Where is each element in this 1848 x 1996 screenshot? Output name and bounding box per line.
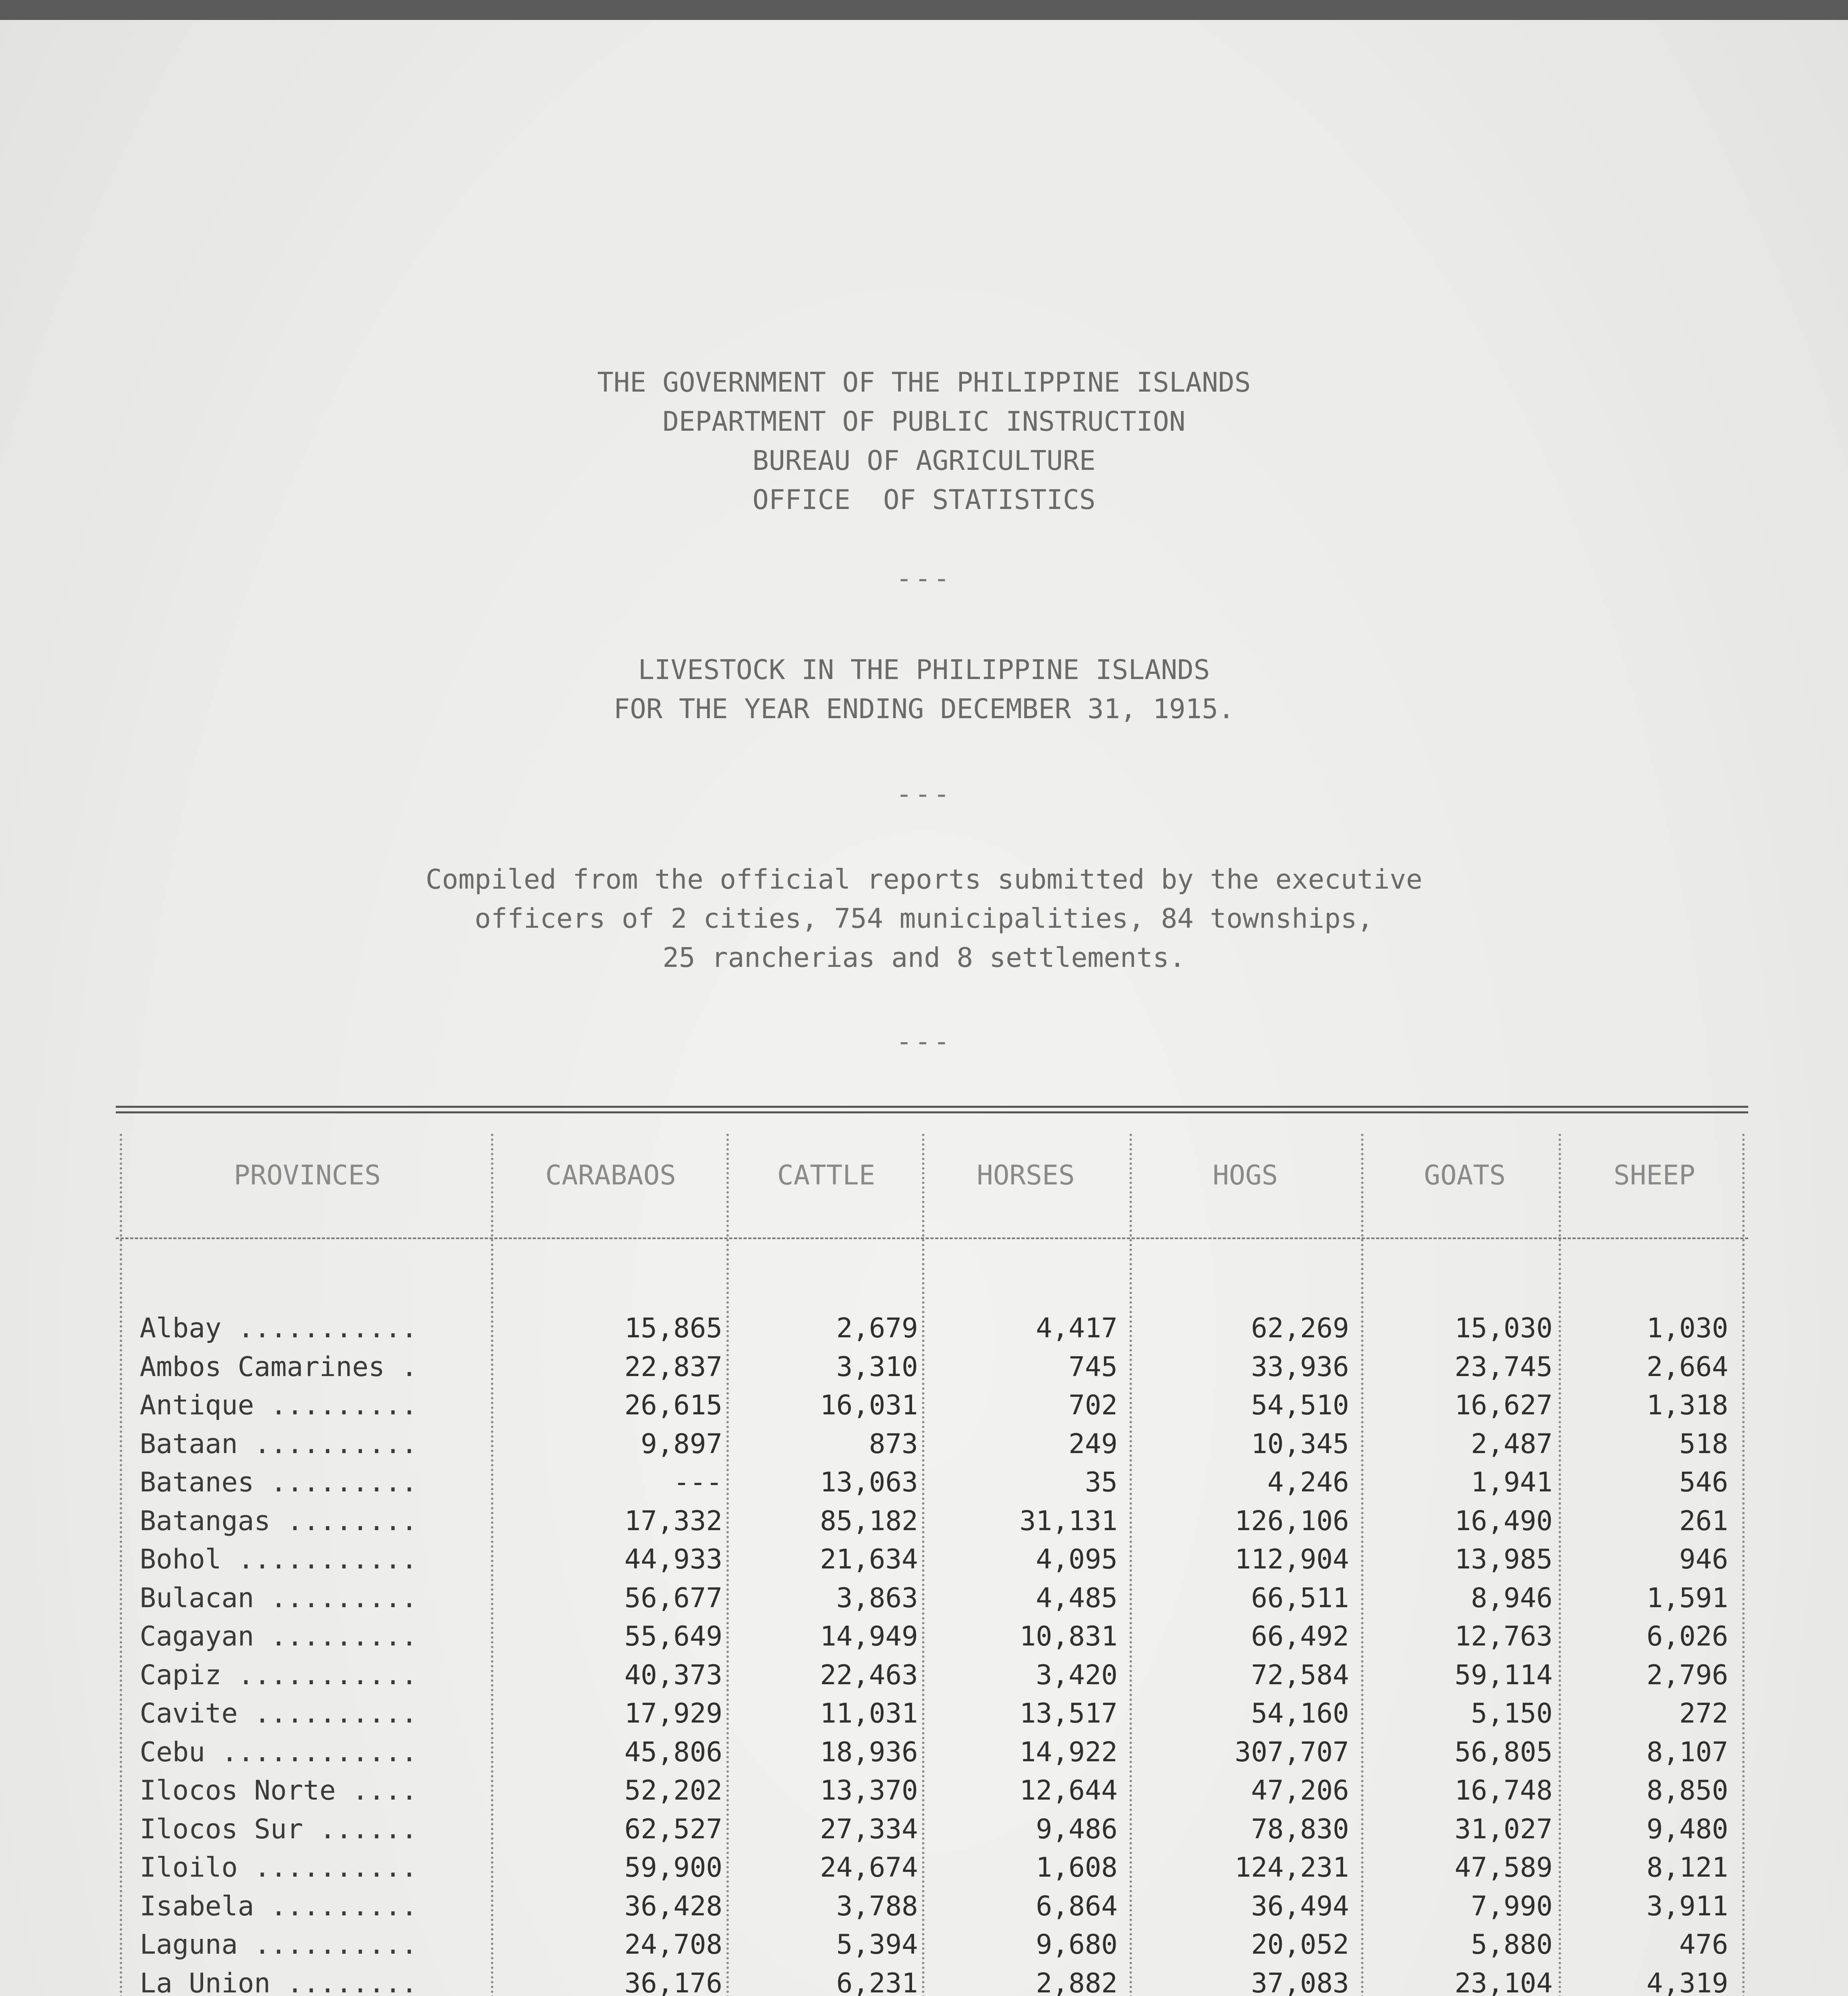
province-name: Iloilo ..........	[140, 1852, 417, 1883]
province-name: Bataan ..........	[140, 1428, 417, 1460]
cell-horses: 4,095	[1036, 1544, 1118, 1575]
cell-sheep: 946	[1679, 1544, 1728, 1575]
cell-sheep: 2,796	[1646, 1659, 1728, 1691]
cell-horses: 31,131	[1019, 1505, 1118, 1537]
cell-hogs: 33,936	[1251, 1351, 1349, 1383]
cell-horses: 702	[1068, 1390, 1118, 1421]
cell-horses: 10,831	[1019, 1621, 1118, 1652]
cell-hogs: 54,510	[1251, 1390, 1349, 1421]
cell-sheep: 1,591	[1646, 1582, 1728, 1614]
cell-sheep: 546	[1679, 1467, 1728, 1498]
province-name: Ambos Camarines .	[140, 1351, 417, 1383]
cell-sheep: 272	[1679, 1698, 1728, 1729]
cell-horses: 249	[1068, 1428, 1118, 1460]
cell-cattle: 27,334	[820, 1814, 918, 1845]
cell-goats: 23,745	[1454, 1351, 1553, 1383]
col-header-goats: GOATS	[1424, 1160, 1506, 1191]
separator-2: ---	[896, 778, 952, 810]
header-underline	[116, 1238, 1748, 1239]
header-department: DEPARTMENT OF PUBLIC INSTRUCTION	[662, 406, 1186, 438]
cell-cattle: 85,182	[820, 1505, 918, 1537]
col-header-provinces: PROVINCES	[233, 1160, 381, 1191]
cell-goats: 16,490	[1454, 1505, 1553, 1537]
table-row	[116, 1579, 1748, 1618]
cell-horses: 14,922	[1019, 1737, 1118, 1768]
province-name: Bulacan .........	[140, 1582, 417, 1614]
cell-cattle: 3,863	[836, 1582, 918, 1614]
cell-carabaos: 45,806	[624, 1737, 722, 1768]
cell-sheep: 6,026	[1646, 1621, 1728, 1652]
cell-horses: 9,486	[1036, 1814, 1118, 1845]
cell-goats: 23,104	[1454, 1968, 1553, 1996]
cell-horses: 9,680	[1036, 1929, 1118, 1960]
cell-carabaos: 36,176	[624, 1968, 722, 1996]
cell-cattle: 6,231	[836, 1968, 918, 1996]
cell-sheep: 4,319	[1646, 1968, 1728, 1996]
table-row	[116, 1618, 1748, 1656]
cell-carabaos: 62,527	[624, 1814, 722, 1845]
cell-horses: 4,485	[1036, 1582, 1118, 1614]
cell-carabaos: 55,649	[624, 1621, 722, 1652]
cell-hogs: 54,160	[1251, 1698, 1349, 1729]
cell-hogs: 4,246	[1267, 1467, 1349, 1498]
table-row	[116, 1502, 1748, 1541]
cell-carabaos: 59,900	[624, 1852, 722, 1883]
cell-cattle: 3,788	[836, 1891, 918, 1922]
document-page	[0, 20, 1848, 1996]
table-row	[116, 1425, 1748, 1463]
col-header-horses: HORSES	[977, 1160, 1075, 1191]
cell-cattle: 13,063	[820, 1467, 918, 1498]
cell-hogs: 126,106	[1235, 1505, 1349, 1537]
cell-horses: 6,864	[1036, 1891, 1118, 1922]
province-name: Capiz ...........	[140, 1659, 417, 1691]
province-name: Cagayan .........	[140, 1621, 417, 1652]
separator-1: ---	[896, 563, 952, 594]
cell-sheep: 518	[1679, 1428, 1728, 1460]
cell-hogs: 307,707	[1235, 1737, 1349, 1768]
title-line-1: LIVESTOCK IN THE PHILIPPINE ISLANDS	[638, 654, 1210, 686]
cell-carabaos: 15,865	[624, 1313, 722, 1344]
province-name: Ilocos Norte ....	[140, 1775, 417, 1806]
cell-horses: 3,420	[1036, 1659, 1118, 1691]
cell-sheep: 3,911	[1646, 1891, 1728, 1922]
col-header-carabaos: CARABAOS	[545, 1160, 676, 1191]
cell-goats: 12,763	[1454, 1621, 1553, 1652]
cell-sheep: 261	[1679, 1505, 1728, 1537]
table-row	[116, 1309, 1748, 1348]
cell-horses: 13,517	[1019, 1698, 1118, 1729]
cell-goats: 16,748	[1454, 1775, 1553, 1806]
cell-goats: 7,990	[1471, 1891, 1553, 1922]
table-row	[116, 1772, 1748, 1810]
cell-horses: 4,417	[1036, 1313, 1118, 1344]
cell-sheep: 8,107	[1646, 1737, 1728, 1768]
compiled-line-2: officers of 2 cities, 754 municipalities, 84 townships,	[475, 903, 1373, 935]
cell-carabaos: 24,708	[624, 1929, 722, 1960]
table-top-rule	[116, 1106, 1748, 1108]
cell-hogs: 47,206	[1251, 1775, 1349, 1806]
province-name: Isabela .........	[140, 1891, 417, 1922]
cell-hogs: 66,511	[1251, 1582, 1349, 1614]
cell-cattle: 14,949	[820, 1621, 918, 1652]
cell-horses: 35	[1085, 1467, 1118, 1498]
cell-horses: 12,644	[1019, 1775, 1118, 1806]
province-name: Batangas ........	[140, 1505, 417, 1537]
table-top-rule-2	[116, 1111, 1748, 1113]
cell-cattle: 24,674	[820, 1852, 918, 1883]
table-row	[116, 1964, 1748, 1996]
province-name: Laguna ..........	[140, 1929, 417, 1960]
cell-carabaos: 52,202	[624, 1775, 722, 1806]
cell-sheep: 1,030	[1646, 1313, 1728, 1344]
cell-sheep: 8,121	[1646, 1852, 1728, 1883]
cell-hogs: 10,345	[1251, 1428, 1349, 1460]
cell-hogs: 36,494	[1251, 1891, 1349, 1922]
cell-cattle: 873	[869, 1428, 918, 1460]
cell-hogs: 78,830	[1251, 1814, 1349, 1845]
province-name: Batanes .........	[140, 1467, 417, 1498]
cell-sheep: 8,850	[1646, 1775, 1728, 1806]
cell-carabaos: 40,373	[624, 1659, 722, 1691]
cell-carabaos: 17,332	[624, 1505, 722, 1537]
cell-hogs: 20,052	[1251, 1929, 1349, 1960]
cell-hogs: 37,083	[1251, 1968, 1349, 1996]
cell-cattle: 5,394	[836, 1929, 918, 1960]
cell-hogs: 62,269	[1251, 1313, 1349, 1344]
cell-cattle: 13,370	[820, 1775, 918, 1806]
cell-carabaos: 17,929	[624, 1698, 722, 1729]
cell-horses: 745	[1068, 1351, 1118, 1383]
cell-cattle: 3,310	[836, 1351, 918, 1383]
table-row	[116, 1849, 1748, 1887]
header-bureau: BUREAU OF AGRICULTURE	[752, 445, 1096, 477]
province-name: Ilocos Sur ......	[140, 1814, 417, 1845]
cell-carabaos: ---	[673, 1467, 722, 1498]
col-header-cattle: CATTLE	[777, 1160, 875, 1191]
cell-carabaos: 26,615	[624, 1390, 722, 1421]
cell-cattle: 16,031	[820, 1390, 918, 1421]
cell-carabaos: 9,897	[641, 1428, 722, 1460]
table-row	[116, 1348, 1748, 1386]
cell-carabaos: 56,677	[624, 1582, 722, 1614]
province-name: Cavite ..........	[140, 1698, 417, 1729]
cell-goats: 2,487	[1471, 1428, 1553, 1460]
compiled-line-1: Compiled from the official reports submitted by the executive	[425, 864, 1423, 895]
cell-goats: 47,589	[1454, 1852, 1553, 1883]
cell-hogs: 66,492	[1251, 1621, 1349, 1652]
separator-3: ---	[896, 1026, 952, 1057]
cell-cattle: 21,634	[820, 1544, 918, 1575]
cell-hogs: 72,584	[1251, 1659, 1349, 1691]
cell-goats: 59,114	[1454, 1659, 1553, 1691]
cell-cattle: 18,936	[820, 1737, 918, 1768]
cell-sheep: 1,318	[1646, 1390, 1728, 1421]
cell-goats: 1,941	[1471, 1467, 1553, 1498]
cell-horses: 2,882	[1036, 1968, 1118, 1996]
cell-carabaos: 22,837	[624, 1351, 722, 1383]
cell-horses: 1,608	[1036, 1852, 1118, 1883]
title-line-2: FOR THE YEAR ENDING DECEMBER 31, 1915.	[613, 693, 1235, 725]
col-header-hogs: HOGS	[1213, 1160, 1278, 1191]
cell-hogs: 124,231	[1235, 1852, 1349, 1883]
table-row	[116, 1463, 1748, 1502]
cell-sheep: 2,664	[1646, 1351, 1728, 1383]
cell-goats: 8,946	[1471, 1582, 1553, 1614]
compiled-line-3: 25 rancherias and 8 settlements.	[662, 942, 1186, 974]
cell-cattle: 2,679	[836, 1313, 918, 1344]
cell-hogs: 112,904	[1235, 1544, 1349, 1575]
cell-goats: 16,627	[1454, 1390, 1553, 1421]
table-row	[116, 1656, 1748, 1695]
province-name: Cebu ............	[140, 1737, 417, 1768]
cell-cattle: 22,463	[820, 1659, 918, 1691]
table-row	[116, 1810, 1748, 1849]
table-row	[116, 1733, 1748, 1772]
cell-goats: 13,985	[1454, 1544, 1553, 1575]
table-row	[116, 1386, 1748, 1425]
table-row	[116, 1926, 1748, 1964]
province-name: Bohol ...........	[140, 1544, 417, 1575]
cell-goats: 31,027	[1454, 1814, 1553, 1845]
scan-top-edge	[0, 0, 1848, 20]
province-name: La Union ........	[140, 1968, 417, 1996]
cell-cattle: 11,031	[820, 1698, 918, 1729]
cell-sheep: 9,480	[1646, 1814, 1728, 1845]
cell-carabaos: 36,428	[624, 1891, 722, 1922]
cell-sheep: 476	[1679, 1929, 1728, 1960]
table-row	[116, 1695, 1748, 1733]
header-government: THE GOVERNMENT OF THE PHILIPPINE ISLANDS	[597, 367, 1251, 398]
table-row	[116, 1887, 1748, 1926]
cell-carabaos: 44,933	[624, 1544, 722, 1575]
province-name: Albay ...........	[140, 1313, 417, 1344]
cell-goats: 5,150	[1471, 1698, 1553, 1729]
col-header-sheep: SHEEP	[1613, 1160, 1696, 1191]
cell-goats: 5,880	[1471, 1929, 1553, 1960]
cell-goats: 56,805	[1454, 1737, 1553, 1768]
header-office: OFFICE OF STATISTICS	[752, 484, 1096, 516]
cell-goats: 15,030	[1454, 1313, 1553, 1344]
table-row	[116, 1541, 1748, 1579]
province-name: Antique .........	[140, 1390, 417, 1421]
